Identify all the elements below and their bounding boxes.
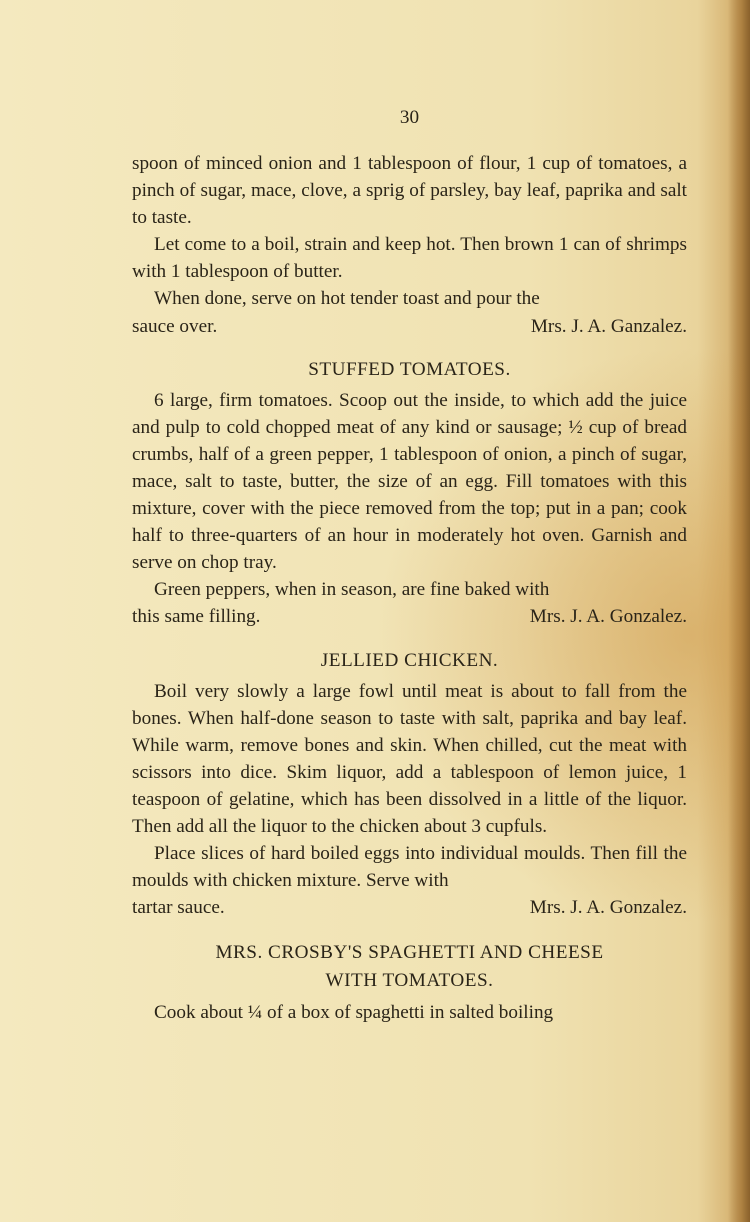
intro-paragraph-3: When done, serve on hot tender toast and pour the bbox=[154, 288, 540, 310]
spaghetti-paragraph-1: Cook about ¼ of a box of spaghetti in salted boiling bbox=[154, 1002, 554, 1024]
page-content bbox=[132, 104, 687, 1026]
intro-paragraph-2: Let come to a boil, strain and keep hot. Then brown 1 can of shrimps with 1 tablespoon of butter. bbox=[132, 234, 687, 283]
page-edge bbox=[728, 0, 750, 1222]
jellied-chicken-signature: Mrs. J. A. Gonzalez. bbox=[529, 897, 687, 919]
jellied-chicken-title: JELLIED CHICKEN. bbox=[320, 649, 499, 671]
jellied-chicken-paragraph-1: Boil very slowly a large fowl until meat is about to fall from the bones. When half-done season to taste with salt, paprika and bay leaf. While warm, remove bones and skin. When chilled, cut the meat with scissors into dice. Skim liquor, add a tablespoon of lemon juice, 1 teaspoon of gelatine, which has been dissolved in a little of the liquor. Then add all the liquor to the chicken about 3 cupfuls. bbox=[132, 680, 687, 837]
jellied-chicken-paragraph-2-end: tartar sauce. bbox=[132, 897, 225, 919]
spaghetti-title-line-1: MRS. CROSBY'S SPAGHETTI AND CHEESE bbox=[215, 942, 604, 964]
intro-signature: Mrs. J. A. Ganzalez. bbox=[530, 315, 687, 337]
stuffed-tomatoes-paragraph-2-end: this same filling. bbox=[132, 606, 261, 628]
jellied-chicken-paragraph-2: Place slices of hard boiled eggs into individual moulds. Then fill the moulds with chicken mixture. Serve with bbox=[132, 843, 687, 892]
stuffed-tomatoes-paragraph-2: Green peppers, when in season, are fine baked with bbox=[154, 579, 550, 601]
stuffed-tomatoes-signature: Mrs. J. A. Gonzalez. bbox=[529, 606, 687, 628]
intro-paragraph-3-end: sauce over. bbox=[132, 315, 218, 337]
stuffed-tomatoes-signature-line bbox=[132, 603, 687, 630]
intro-signature-line bbox=[132, 313, 687, 340]
stuffed-tomatoes-paragraph-1: 6 large, firm tomatoes. Scoop out the inside, to which add the juice and pulp to cold chopped meat of any kind or sausage; ½ cup of bread crumbs, half of a green pepper, 1 tablespoon of onion, a pinch of sugar, mace, salt to taste, butter, the size of an egg. Fill tomatoes with this mixture, cover with the piece removed from the top; put in a pan; cook half to three-quarters of an hour in moderately hot oven. Garnish and serve on chop tray. bbox=[132, 389, 687, 574]
spaghetti-title-line-2: WITH TOMATOES. bbox=[325, 970, 494, 992]
spaghetti-title bbox=[132, 939, 687, 995]
intro-paragraph-1: spoon of minced onion and 1 tablespoon of flour, 1 cup of tomatoes, a pinch of sugar, mace, clove, a sprig of parsley, bay leaf, paprika and salt to taste. bbox=[132, 153, 687, 229]
jellied-chicken-signature-line bbox=[132, 894, 687, 921]
page-number: 30 bbox=[399, 107, 420, 128]
stuffed-tomatoes-title: STUFFED TOMATOES. bbox=[308, 358, 511, 380]
